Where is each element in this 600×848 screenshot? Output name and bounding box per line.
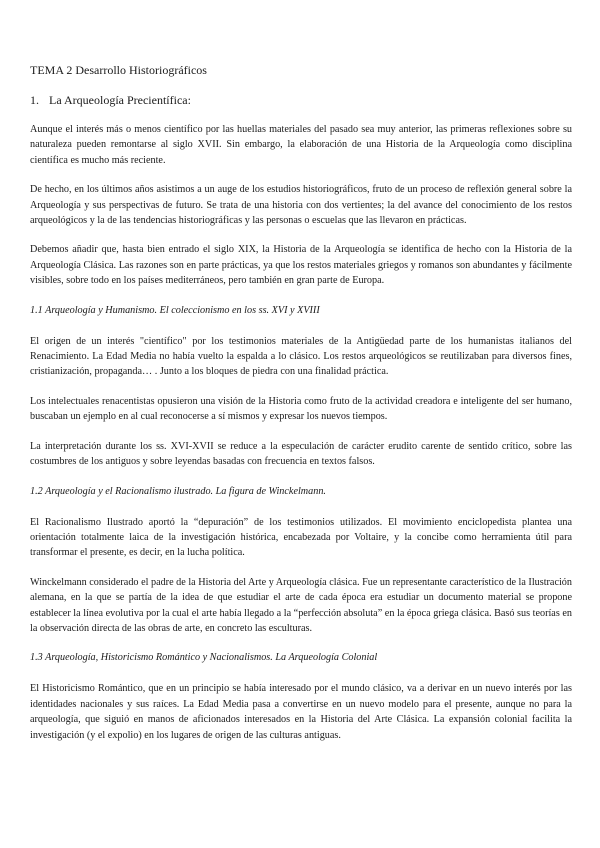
subsection-heading: 1.3 Arqueología, Historicismo Romántico y Nacionalismos. La Arqueología Colonial bbox=[30, 652, 378, 664]
paragraph: El Historicismo Romántico, que en un principio se había interesado por el mundo clásico, va a derivar en un nuevo interés por las identidades nacionales y sus raíces. La Edad Media pasa a convertirse en un nuevo modelo para el presente, aunque no para la arqueología, que siguió en manos de aficionados interesados en la Historia del Arte Clásica. La expansión colonial facilita la investigación (y el expolio) en los lugares de origen de las culturas antiguas. bbox=[30, 683, 572, 741]
paragraph: Los intelectuales renacentistas opusieron una visión de la Historia como fruto de la actividad creadora e inteligente del ser humano, buscaban un ejemplo en al cual reconocerse a sí mismos y expresar los nuevos tiempos. bbox=[30, 395, 572, 423]
subsection-heading: 1.2 Arqueología y el Racionalismo ilustrado. La figura de Winckelmann. bbox=[30, 485, 326, 497]
document-page bbox=[30, 62, 572, 757]
paragraph: De hecho, en los últimos años asistimos a un auge de los estudios historiográficos, fruto de un proceso de reflexión general sobre la Arqueología y sus perspectivas de futuro. Se trata de una historia con dos vertientes; la del avance del conocimiento de los restos arqueológicos y la de las tendencias historiográficas y las personas o escuelas que las llevaron en prácticas. bbox=[30, 184, 572, 227]
paragraph: Winckelmann considerado el padre de la Historia del Arte y Arqueología clásica. Fue un representante característico de la Ilustración alemana, en la que se partía de la idea de que estudiar el arte de cada época era estudiar un documento material se propone establecer la línea evolutiva por la cual el arte había llegado a la “perfección absoluta” en la época griega clásica. Basó sus teorías en la observación directa de las obras de arte, en concreto las esculturas. bbox=[30, 576, 572, 634]
section-label: La Arqueología Precientífica: bbox=[49, 93, 191, 107]
paragraph: Debemos añadir que, hasta bien entrado el siglo XIX, la Historia de la Arqueología se identifica de hecho con la Historia de la Arqueología Clásica. Las razones son en parte prácticas, ya que los restos materiales griegos y romanos son abundantes y fácilmente visibles, sobre todo en los países mediterráneos, pero también en gran parte de Europa. bbox=[30, 244, 572, 287]
paragraph: La interpretación durante los ss. XVI-XVII se reduce a la especulación de carácter erudito carente de sentido crítico, sobre las costumbres de los antiguos y sobre leyendas basadas con frecuencia en textos falsos. bbox=[30, 440, 572, 468]
paragraph: El Racionalismo Ilustrado aportó la “depuración” de los testimonios utilizados. El movimiento enciclopedista plantea una orientación totalmente laica de la investigación histórica, encabezada por Voltaire, y la concibe como herramienta útil para transformar el presente, es decir, en la lucha política. bbox=[30, 516, 572, 559]
subsection-heading: 1.1 Arqueología y Humanismo. El coleccionismo en los ss. XVI y XVIII bbox=[30, 304, 320, 316]
section-heading bbox=[30, 92, 572, 108]
section-number: 1. bbox=[30, 93, 39, 107]
paragraph: El origen de un interés "científico" por los testimonios materiales de la Antigüedad parte de los humanistas italianos del Renacimiento. La Edad Media no había vuelto la espalda a lo clásico. Los restos arqueológicos se reutilizaban para diversos fines, cristianización, propaganda… . Junto a los bloques de piedra con una finalidad práctica. bbox=[30, 335, 572, 378]
paragraph: Aunque el interés más o menos científico por las huellas materiales del pasado sea muy anterior, las primeras reflexiones sobre su naturaleza pueden remontarse al siglo XVII. Sin embargo, la elaboración de una Historia de la Arqueología como disciplina científica es mucho más reciente. bbox=[30, 124, 572, 166]
document-title: TEMA 2 Desarrollo Historiográficos bbox=[30, 63, 207, 77]
